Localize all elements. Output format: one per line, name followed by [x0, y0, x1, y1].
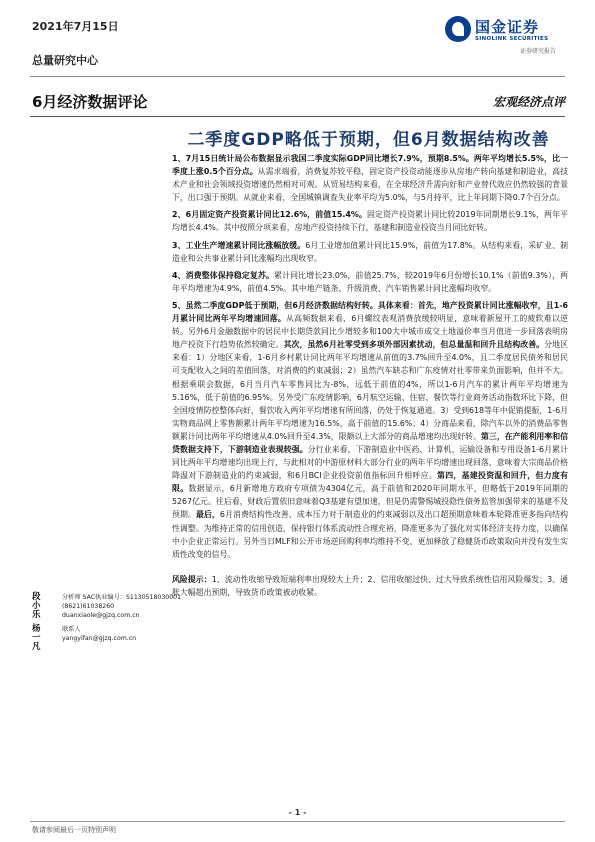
risk-text: 1、流动性收缩导致短端利率出现较大上升；2、信用收缩过快、过大导致系统性信用风险爆发；3、通胀大幅超出预期，导致货币政策被动收紧。	[172, 574, 568, 597]
paragraph-lead: 3、工业生产增速累计同比涨幅放缓。	[172, 240, 306, 250]
paragraph-lead: 4、消费整体保持稳定复苏。	[172, 270, 275, 280]
paragraph-sublead: 第三，在产能利用率和信贷数据支持下，下游制造业表现较强。	[172, 431, 568, 454]
sinolink-logo	[445, 14, 570, 56]
paragraph-lead: 5、虽然二季度GDP低于预期，但6月经济数据结构好转。具体来看：首先，地产投资累计同比涨幅收窄，且1-6月累计同比两年平均增速回落。	[172, 300, 568, 324]
paragraph-text: 固定资产投资累计同比较2019年同期增长9.1%，两年平均增长4.4%。其中按照分项来看，房地产投资持续下行，基建和制造业投资当月同比好转。	[172, 210, 568, 233]
analyst-phone: (8621)61038260	[62, 603, 115, 610]
analyst-email: yangyifan@gjzq.com.cn	[62, 635, 137, 642]
paragraph-3	[172, 239, 568, 265]
paragraph-sublead: 第四，基建投资温和回升，但力度有限。	[172, 471, 568, 494]
report-category: 宏观经济点评	[492, 95, 565, 109]
risk-warning	[172, 573, 568, 599]
title-divider	[30, 116, 565, 117]
paragraph-text: 6月工业增加值累计同比15.9%，前值为17.8%。从结构来看，采矿业、制造业和公共事业累计同比涨幅均出现收窄。	[172, 240, 568, 263]
logo-en-name: SINOLINK SECURITIES	[475, 36, 549, 42]
header-divider	[30, 76, 565, 77]
analyst-name: 杨一凡	[32, 624, 41, 652]
paragraph-sublead: 其次，虽然6月社零受到多项外部因素扰动，但总量温和回升且结构改善。	[283, 340, 545, 350]
paragraph-lead: 2、6月固定资产投资累计同比12.6%，前值15.4%。	[172, 210, 367, 220]
analyst-name: 段小乐	[32, 592, 41, 620]
analyst-role: 分析师 SAC执业编号：S1130518030001	[62, 594, 182, 601]
sinolink-logo-icon	[445, 16, 471, 42]
paragraph-text: 累计同比增长23.0%，前值25.7%，较2019年6月份增长10.1%（前值9.3%），两年平均增速为4.9%，前值4.5%。其中地产链条、升级消费、汽车销售累计同比涨幅均收窄。	[172, 270, 568, 293]
paragraph-5	[172, 299, 568, 561]
report-type: 6月经济数据评论	[32, 93, 148, 111]
paragraph-text: 从需求端看，消费复苏较平稳，固定资产投资动能逐步从房地产转向基建和制造业，高技术产业和社会领域投资增速仍然相对可观。从贸易结构来看，在全球经济升需向好和产业替代效应仍然较强的背景下，出口强于预期。从就业来看，全国城镇调查失业率平均为5.0%，与5月持平，比上年同期下降0.7个百分点。	[172, 167, 568, 203]
logo-cn-name: 国金证券	[475, 18, 540, 36]
paragraph-sublead: 最后，	[195, 510, 220, 520]
report-date: 2021年7月15日	[32, 20, 119, 33]
paragraph-text: 数据显示，6月新增地方政府专项债为4304亿元，高于前值和2020年同期水平，但略低于2019年同期的5267亿元。往后看，财政后置依旧意味着Q3基建有望加速，但是仍需警惕城投隐性债务监管加强带来的基建不及预期。	[172, 484, 568, 520]
paragraph-text: 分行业来看，下游制造业中医药、计算机、运输设备和专用设备1-6月累计同比两年平均增速均出现上行，与此相对的中游原材料大部分行业的两年平均增速出现回落，意味着大宗商品价格降温对下游制造业的约束减弱，和6月BCI企业投资前值指标回升相呼应。	[172, 444, 568, 481]
paragraph-text: 分地区来看：1）分地区来看，1-6月乡村累计同比两年平均增速从前值的3.7%回升至4.0%，且二季度居民债务和居民可支配收入之间的差值回落，对消费的约束减弱；2）虽然汽车缺芯和广东疫情对社零带来负面影响，但并不大。根据乘联会数据，6月当月汽车零售同比为-8%，远低于前值的4%，所以1-6月汽车的累计两年平均增速为5.16%，低于前值的6.95%。另外受广东疫情影响，6月航空运输、住宿、餐饮等行业商务活动指数环比下降，但全国疫情防控整体向好，餐饮收入两年平均增速有所回落，仍处于恢复通道。3）受到618等年中促销提振，1-6月实物商品网上零售额累计两年平均增速为16.5%，高于前值的15.6%；4）分商品来看，除汽车以外的消费品零售额累计同比两年平均增速从4.0%回升至4.3%，限额以上大部分的商品增速均出现好转。	[172, 340, 568, 441]
analyst-details	[62, 625, 202, 643]
page-title: 二季度GDP略低于预期，但6月数据结构改善	[187, 130, 550, 150]
paragraph-1	[172, 152, 568, 204]
analyst-email: duanxiaole@gjzq.com.cn	[62, 612, 140, 619]
logo-tagline: 证券研究报告	[520, 48, 557, 55]
paragraph-text: 从高频数据来看，6月螺纹表观消费放缓较明显，意味着新屋开工的疲软难以逆转。另外6月金融数据中的居民中长期贷款同比少增较多和100大中城市成交土地溢价率当月值进一步回落表明房地产投资下行趋势依然较确定。	[172, 314, 568, 350]
department: 总量研究中心	[32, 54, 98, 67]
paragraph-lead: 1、7月15日统计局公布数据显示我国二季度实际GDP同比增长7.9%，预期8.5%。两年平均增长5.5%，比一季度上涨0.5个百分点。	[172, 154, 568, 177]
page-number: - 1 -	[288, 808, 307, 817]
paragraph-2	[172, 208, 568, 234]
report-body	[172, 152, 568, 603]
footer-disclaimer: 敬请参阅最后一页特别声明	[32, 826, 116, 834]
paragraph-text: 6月消费结构性改善、成本压力对于制造业的约束减弱以及出口超预期意味着本轮降准更多指向结构性调整。为维持正常的信用创造，保持银行体系流动性合理充裕，降准更多为了强化对实体经济支持力度，以确保中小企业正常运行。另外当日MLF和公开市场逆回购利率均维持不变，更加释放了稳健货币政策取向并没有发生实质性改变的信号。	[172, 510, 568, 559]
paragraph-4	[172, 269, 568, 295]
risk-label: 风险提示：	[172, 574, 212, 584]
analyst-role: 联系人	[62, 626, 81, 633]
footer-divider	[30, 821, 565, 822]
